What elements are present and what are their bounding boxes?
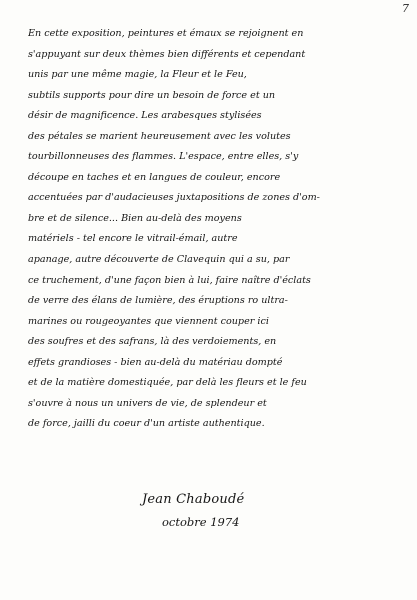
letter-line: accentuées par d'audacieuses juxtapositions de zones d'om-	[28, 192, 320, 204]
letter-line: découpe en taches et en langues de couleur, encore	[28, 171, 281, 183]
signature-name: Jean Chaboudé	[142, 492, 245, 507]
signature-date: octobre 1974	[162, 515, 240, 529]
letter-line: bre et de silence... Bien au-delà des moyens	[28, 212, 242, 224]
letter-line: de force, jailli du coeur d'un artiste authentique.	[28, 418, 265, 430]
letter-body	[28, 24, 403, 435]
letter-line: des soufres et des safrans, là des verdoiements, en	[28, 336, 277, 348]
letter-line: et de la matière domestiquée, par delà les fleurs et le feu	[28, 377, 307, 389]
letter-line: s'ouvre à nous un univers de vie, de splendeur et	[28, 397, 267, 409]
letter-line: marines ou rougeoyantes que viennent couper ici	[28, 315, 269, 327]
letter-line: tourbillonneuses des flammes. L'espace, entre elles, s'y	[28, 151, 299, 163]
letter-line: effets grandioses - bien au-delà du matériau dompté	[28, 356, 283, 368]
letter-line: des pétales se marient heureusement avec les volutes	[28, 130, 291, 142]
letter-line: unis par une même magie, la Fleur et le Feu,	[28, 69, 247, 81]
letter-line: de verre des élans de lumière, des éruptions ro ultra-	[28, 295, 288, 307]
letter-line: apanage, autre découverte de Clavequin qui a su, par	[28, 254, 290, 266]
letter-line: matériels - tel encore le vitrail-émail, autre	[28, 233, 238, 245]
letter-line: subtils supports pour dire un besoin de force et un	[28, 89, 276, 101]
page-corner-mark: 7	[402, 2, 409, 15]
letter-line: s'appuyant sur deux thèmes bien différents et cependant	[28, 48, 306, 60]
letter-line: ce truchement, d'une façon bien à lui, faire naître d'éclats	[28, 274, 311, 286]
letter-line: désir de magnificence. Les arabesques stylisées	[28, 110, 262, 122]
letter-line: En cette exposition, peintures et émaux se rejoignent en	[28, 28, 304, 39]
